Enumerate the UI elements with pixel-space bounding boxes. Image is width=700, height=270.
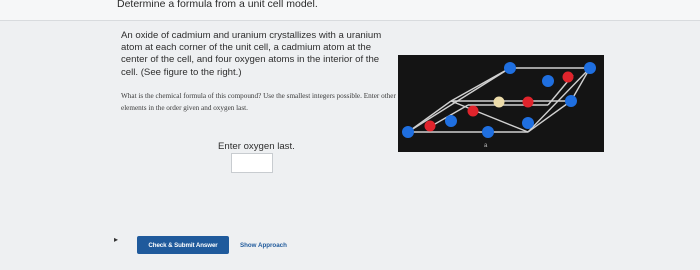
uranium-atom bbox=[482, 126, 494, 138]
uranium-atom bbox=[584, 62, 596, 74]
question-instructions: What is the chemical formula of this compound? Use the smallest integers possible. Enter other elements in the order given and oxygen last. bbox=[121, 92, 396, 112]
formula-answer-input[interactable] bbox=[231, 153, 273, 173]
uranium-atom bbox=[504, 62, 516, 74]
cadmium-atom bbox=[494, 97, 505, 108]
top-header bbox=[0, 0, 700, 21]
question-text: An oxide of cadmium and uranium crystallizes with a uranium atom at each corner of the unit cell, a cadmium atom at the center of the cell, and four oxygen atoms in the interior of the cell. (See figure to the right.) bbox=[121, 30, 382, 78]
oxygen-atom bbox=[563, 72, 574, 83]
page-title: Determine a formula from a unit cell model. bbox=[117, 0, 318, 10]
corner-label: a bbox=[484, 143, 488, 149]
unit-cell-svg bbox=[398, 55, 604, 152]
oxygen-atom bbox=[468, 106, 479, 117]
oxygen-atom bbox=[425, 121, 436, 132]
check-submit-answer-button[interactable]: Check & Submit Answer bbox=[137, 236, 229, 254]
answer-label: Enter oxygen last. bbox=[218, 141, 295, 152]
uranium-atom bbox=[542, 75, 554, 87]
oxygen-atom bbox=[523, 97, 534, 108]
unit-cell-figure bbox=[398, 55, 604, 152]
show-approach-button[interactable]: Show Approach bbox=[240, 236, 298, 254]
pointer-marker-icon: ▸ bbox=[114, 235, 119, 244]
uranium-atom bbox=[445, 115, 457, 127]
uranium-atom bbox=[402, 126, 414, 138]
uranium-atom bbox=[565, 95, 577, 107]
uranium-atom bbox=[522, 117, 534, 129]
